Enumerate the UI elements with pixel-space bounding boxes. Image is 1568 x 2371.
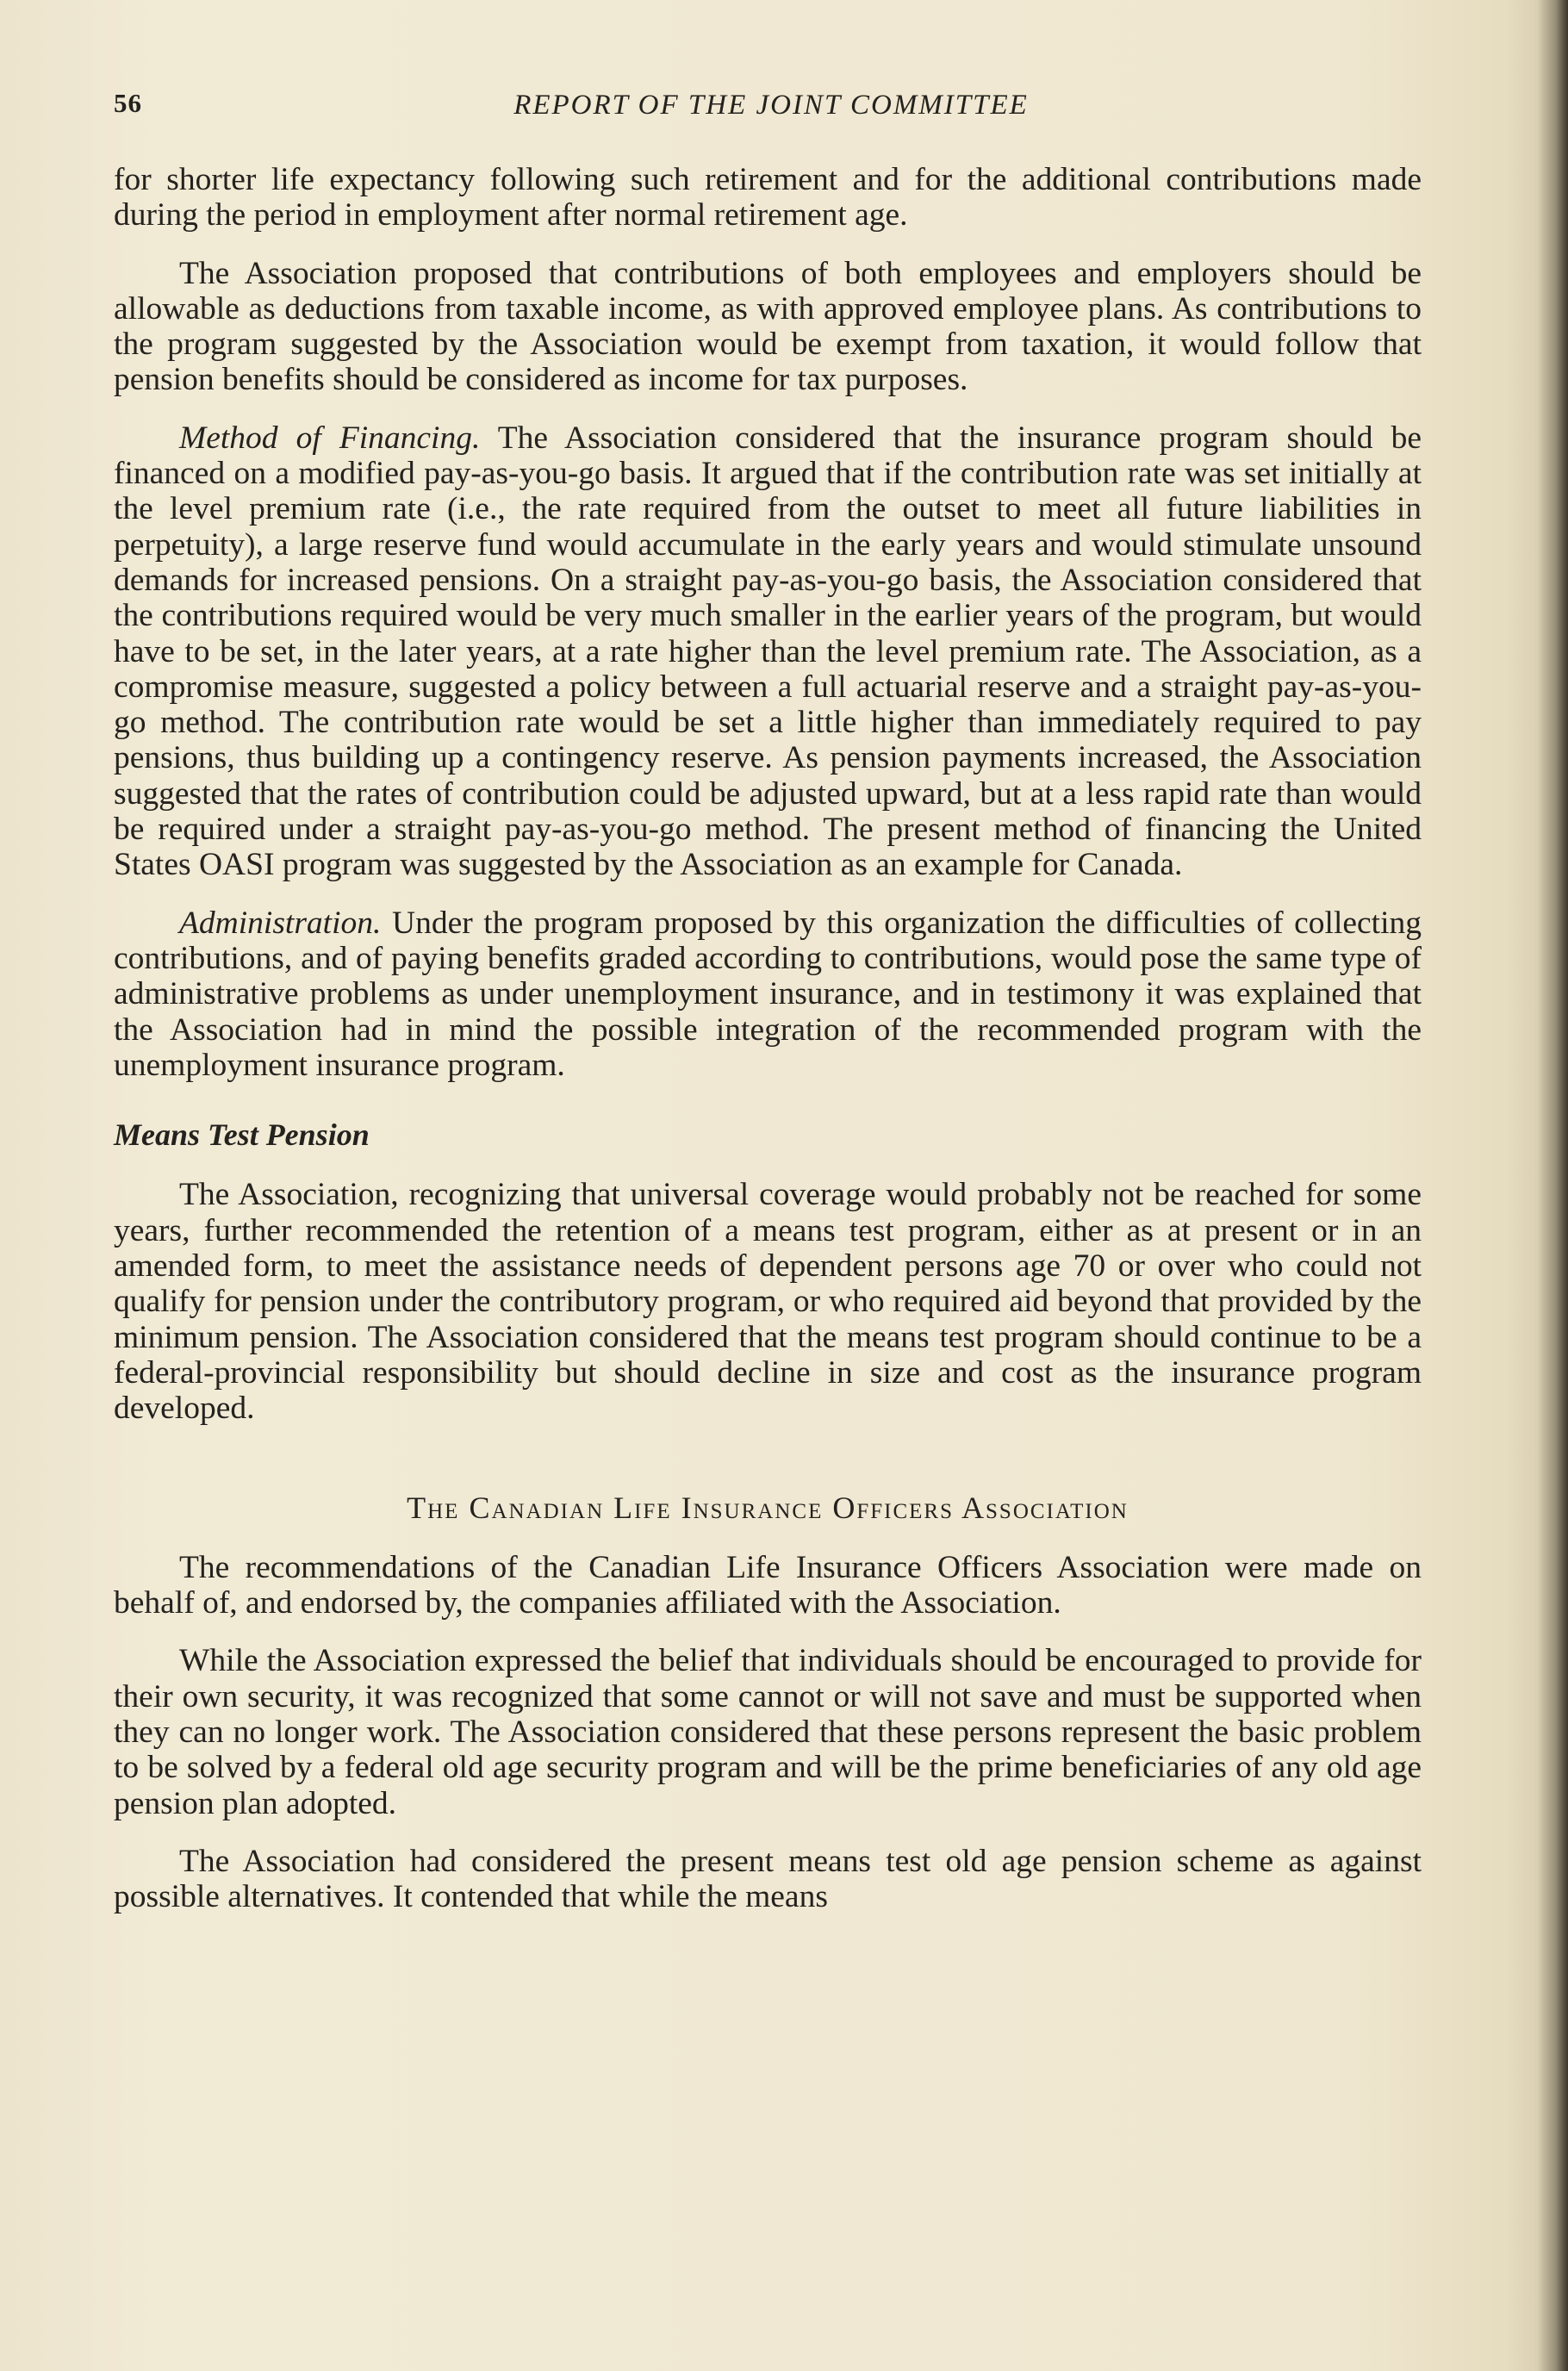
paragraph-tax-deductions: The Association proposed that contributions of both employees and employers should be allowable as deductions from taxable income, as with approved employee plans. As contributions to the program suggested by the Association would be exempt from taxation, it would follow that pension benefits should be considered as income for tax purposes. <box>114 255 1422 398</box>
running-title: REPORT OF THE JOINT COMMITTEE <box>513 90 1029 121</box>
paragraph-recommendations: The recommendations of the Canadian Life Insurance Officers Association were made on behalf of, and endorsed by, the companies affiliated with the Association. <box>114 1549 1422 1621</box>
paragraph-method-of-financing <box>114 420 1422 883</box>
page-number: 56 <box>114 88 142 118</box>
subheading-means-test-pension: Means Test Pension <box>114 1117 370 1153</box>
run-in-heading-financing: Method of Financing. <box>179 420 481 456</box>
paragraph-continuation: for shorter life expectancy following such retirement and for the additional contributions made during the period in employment after normal retirement age. <box>114 162 1422 233</box>
paragraph-individual-security: While the Association expressed the belief that individuals should be encouraged to provide for their own security, it was recognized that some cannot or will not save and must be supported when they can no longer work. The Association considered that these persons represent the basic problem to be solved by a federal old age security program and will be the prime beneficiaries of any old age pension plan adopted. <box>114 1643 1422 1821</box>
section-heading: The Canadian Life Insurance Officers Association <box>407 1490 1129 1525</box>
paragraph-administration-text: Under the program proposed by this organization the difficulties of collecting contributions, and of paying benefits graded according to contributions, would pose the same type of administrative problems as under unemployment insurance, and in testimony it was explained that the Association had in mind the possible integration of the recommended program with the unemployment insurance program. <box>114 905 1422 1083</box>
run-in-heading-administration: Administration. <box>179 905 382 941</box>
body-text <box>114 162 1422 1937</box>
paragraph-financing-text: The Association considered that the insurance program should be financed on a modified pay-as-you-go basis. It argued that if the contribution rate was set initially at the level premium rate (i.e., the rate required from the outset to meet all future liabilities in perpetuity), a large reserve fund would accumulate in the early years and would stimulate unsound demands for increased pensions. On a straight pay-as-you-go basis, the Association considered that the contributions required would be very much smaller in the earlier years of the program, but would have to be set, in the later years, at a rate higher than the level premium rate. The Association, as a compromise measure, suggested a policy between a full actuarial reserve and a straight pay-as-you-go method. The contribution rate would be set a little higher than immediately required to pay pensions, thus building up a contingency reserve. As pension payments increased, the Association suggested that the rates of contribution could be adjusted upward, but at a less rapid rate than would be required under a straight pay-as-you-go method. The present method of financing the United States OASI program was suggested by the Association as an example for Canada. <box>114 420 1422 883</box>
paragraph-alternatives: The Association had considered the present means test old age pension scheme as against possible alternatives. It contended that while the means <box>114 1843 1422 1915</box>
paragraph-administration <box>114 905 1422 1083</box>
binding-shadow <box>1537 0 1568 2371</box>
paragraph-means-test: The Association, recognizing that universal coverage would probably not be reached for some years, further recommended the retention of a means test program, either as at present or in an amended form, to meet the assistance needs of dependent persons age 70 or over who could not qualify for pension under the contributory program, or who required aid beyond that provided by the minimum pension. The Association considered that the means test program should continue to be a federal-provincial responsibility but should decline in size and cost as the insurance program developed. <box>114 1177 1422 1427</box>
running-head <box>114 88 1428 140</box>
